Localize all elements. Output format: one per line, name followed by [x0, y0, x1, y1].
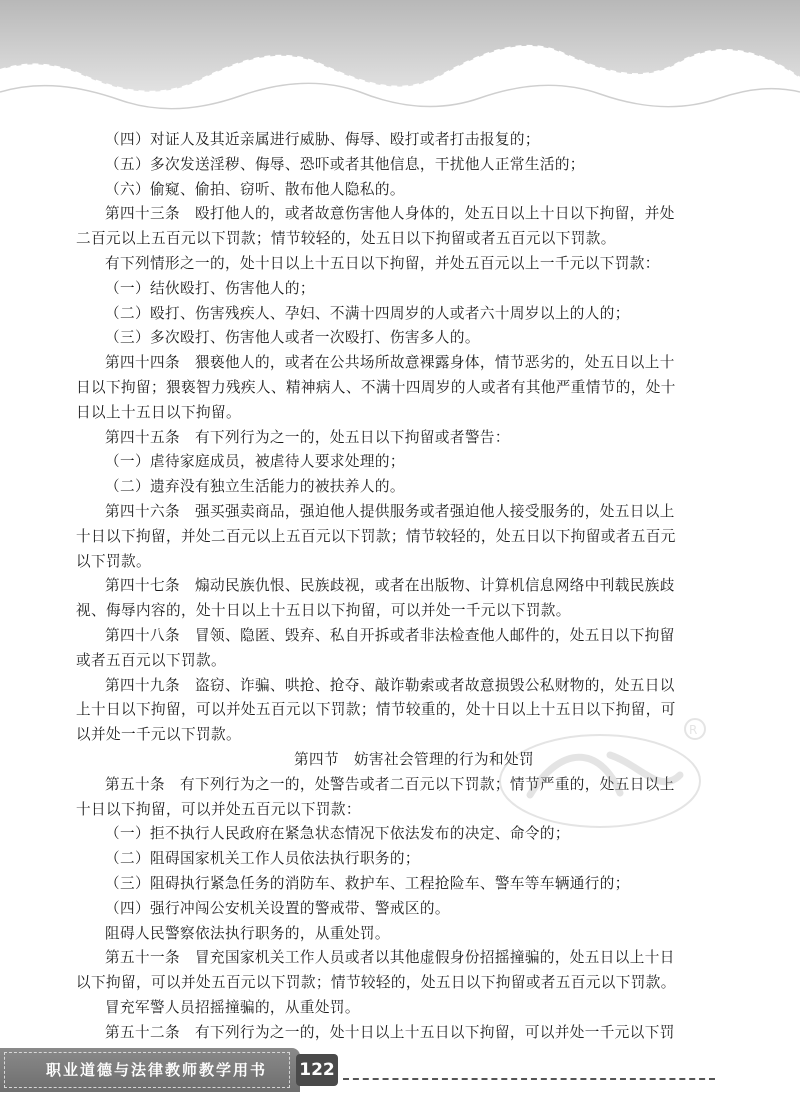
text-line: （三）阻碍执行紧急任务的消防车、救护车、工程抢险车、警车等车辆通行的； [105, 874, 630, 892]
article-body [76, 128, 712, 1045]
section-heading: 第四节 妨害社会管理的行为和处罚 [294, 750, 534, 768]
text-line: （二）阻碍国家机关工作人员依法执行职务的； [105, 850, 420, 868]
text-line: 第四十七条 煽动民族仇恨、民族歧视，或者在出版物、计算机信息网络中刊载民族歧 [105, 577, 675, 595]
text-line: （一）拒不执行人民政府在紧急状态情况下依法发布的决定、命令的； [105, 825, 570, 843]
footer-book-title: 职业道德与法律教师教学用书 [46, 1061, 268, 1079]
text-line: （五）多次发送淫秽、侮辱、恐吓或者其他信息，干扰他人正常生活的； [105, 155, 585, 173]
text-line: 有下列情形之一的，处十日以上十五日以下拘留，并处五百元以上一千元以下罚款： [105, 254, 660, 272]
text-line: 第五十一条 冒充国家机关工作人员或者以其他虚假身份招摇撞骗的，处五日以上十日 [105, 949, 675, 967]
text-line: 视、侮辱内容的，处十日以上十五日以下拘留，可以并处一千元以下罚款。 [76, 602, 571, 620]
text-line: 日以上十五日以下拘留。 [76, 403, 241, 421]
text-line: 或者五百元以下罚款。 [76, 651, 226, 669]
text-line: 以下罚款。 [76, 552, 151, 570]
text-line: 二百元以上五百元以下罚款；情节较轻的，处五日以下拘留或者五百元以下罚款。 [76, 230, 616, 248]
text-line: （一）虐待家庭成员，被虐待人要求处理的； [105, 453, 405, 471]
text-line: 日以下拘留；猥亵智力残疾人、精神病人、不满十四周岁的人或者有其他严重情节的，处十 [76, 378, 676, 396]
text-line: 第四十六条 强买强卖商品，强迫他人提供服务或者强迫他人接受服务的，处五日以上 [105, 502, 675, 520]
text-line: 十日以下拘留，可以并处五百元以下罚款： [76, 800, 361, 818]
text-line: 十日以下拘留，并处二百元以上五百元以下罚款；情节较轻的，处五日以下拘留或者五百元 [76, 527, 676, 545]
text-line: 第五十二条 有下列行为之一的，处十日以上十五日以下拘留，可以并处一千元以下罚 [105, 1023, 675, 1041]
header-wave-decoration [0, 0, 800, 130]
text-line: 第四十八条 冒领、隐匿、毁弃、私自开拆或者非法检查他人邮件的，处五日以下拘留 [105, 626, 675, 644]
text-line: 上十日以下拘留，可以并处五百元以下罚款；情节较重的，处十日以上十五日以下拘留，可 [76, 701, 676, 719]
text-line: 以下拘留，可以并处五百元以下罚款；情节较轻的，处五日以下拘留或者五百元以下罚款。 [76, 974, 676, 992]
text-line: （二）殴打、伤害残疾人、孕妇、不满十四周岁的人或者六十周岁以上的人的； [105, 304, 630, 322]
svg-text:R: R [689, 723, 698, 737]
text-line: （三）多次殴打、伤害他人或者一次殴打、伤害多人的。 [105, 329, 480, 347]
text-line: （四）对证人及其近亲属进行威胁、侮辱、殴打或者打击报复的； [105, 131, 540, 148]
text-line: 阻碍人民警察依法执行职务的，从重处罚。 [105, 924, 390, 942]
text-line: （一）结伙殴打、伤害他人的； [105, 279, 315, 297]
text-line: 第四十五条 有下列行为之一的，处五日以下拘留或者警告： [105, 428, 510, 446]
text-line: 第五十条 有下列行为之一的，处警告或者二百元以下罚款；情节严重的，处五日以上 [105, 775, 675, 793]
footer-dashed-rule [343, 1078, 715, 1080]
text-line: 第四十三条 殴打他人的，或者故意伤害他人身体的，处五日以上十日以下拘留，并处 [105, 205, 675, 223]
text-line: （六）偷窥、偷拍、窃听、散布他人隐私的。 [105, 180, 405, 198]
text-line: 冒充军警人员招摇撞骗的，从重处罚。 [105, 998, 360, 1016]
page-number: 122 [296, 1054, 338, 1086]
text-line: （二）遗弃没有独立生活能力的被扶养人的。 [105, 478, 405, 496]
text-line: （四）强行冲闯公安机关设置的警戒带、警戒区的。 [105, 899, 450, 917]
text-line: 第四十九条 盗窃、诈骗、哄抢、抢夺、敲诈勒索或者故意损毁公私财物的，处五日以 [105, 676, 675, 694]
text-line: 以并处一千元以下罚款。 [76, 726, 241, 744]
text-line: 第四十四条 猥亵他人的，或者在公共场所故意裸露身体，情节恶劣的，处五日以上十 [105, 354, 675, 372]
